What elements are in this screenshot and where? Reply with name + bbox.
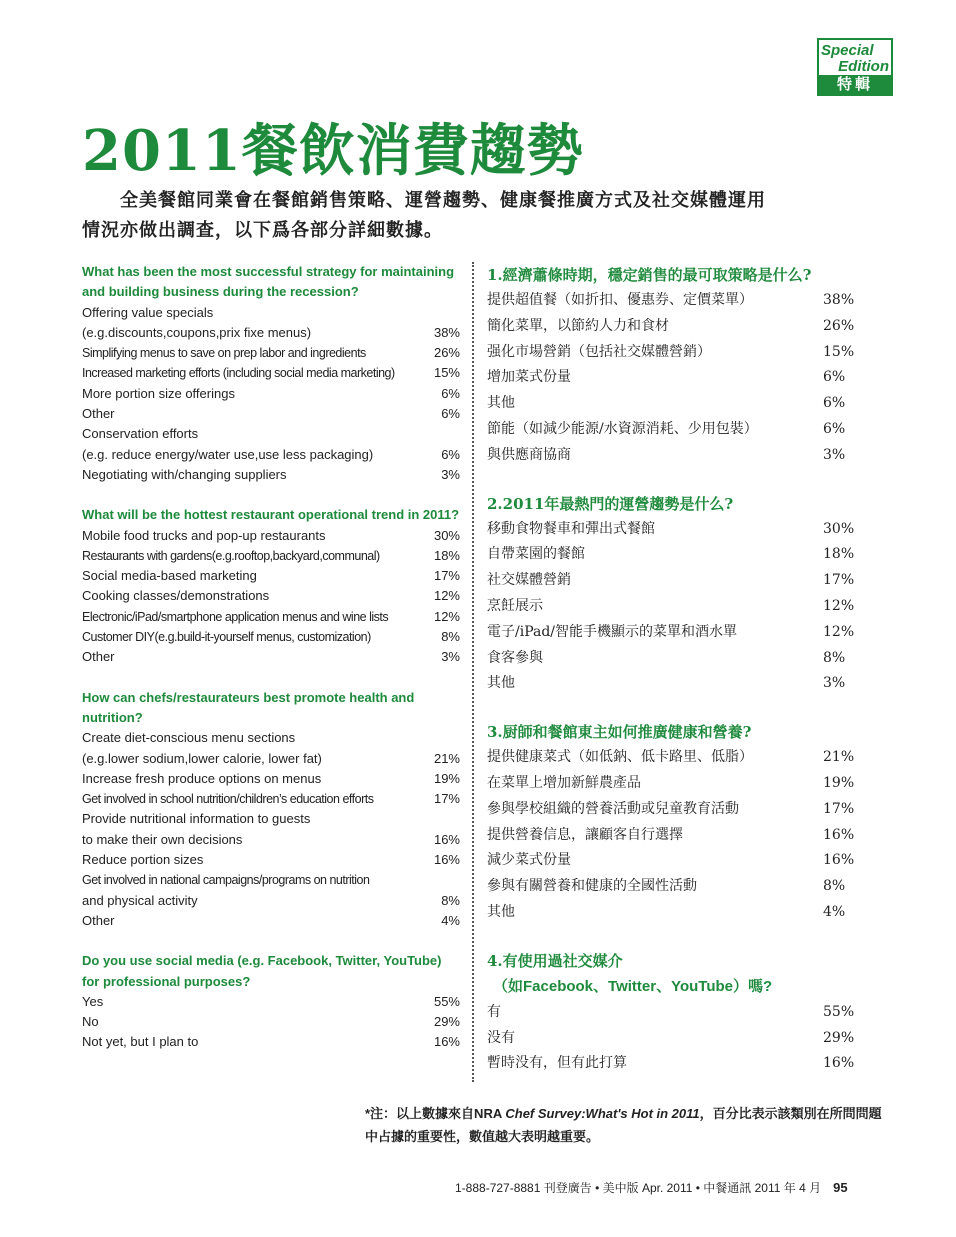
answer-label: and physical activity: [82, 892, 198, 908]
answer-percentage: 8%: [441, 892, 460, 908]
answer-label: Provide nutritional information to guests: [82, 811, 311, 827]
answer-label: Get involved in national campaigns/programs on nutrition: [82, 873, 370, 888]
english-answer-row: [82, 992, 460, 1012]
english-answer-row: [82, 384, 460, 404]
answer-percentage: 38%: [823, 292, 855, 308]
answer-label: Reduce portion sizes: [82, 852, 204, 868]
answer-label: Social media-based marketing: [82, 568, 257, 584]
english-answer-row: [82, 769, 460, 789]
answer-percentage: 19%: [823, 774, 855, 791]
answer-percentage: 12%: [433, 608, 460, 624]
answer-label: 與供應商協商: [487, 446, 571, 463]
english-answer-row: [82, 870, 460, 890]
chinese-answer-row: [487, 288, 853, 314]
answer-percentage: 8%: [823, 649, 846, 666]
english-survey-section: [82, 505, 460, 667]
english-answer-row: [82, 404, 460, 424]
answer-percentage: 12%: [433, 588, 460, 604]
chinese-answer-row: [487, 340, 853, 366]
answer-label: Mobile food trucks and pop-up restaurants: [82, 527, 326, 543]
answer-label: Create diet-conscious menu sections: [82, 730, 296, 746]
english-question: What will be the hottest restaurant operational trend in 2011?: [82, 507, 460, 523]
answer-label: 提供營養信息，讓顧客自行選擇: [487, 826, 683, 843]
answer-label: 烹飪展示: [487, 597, 543, 614]
answer-percentage: 15%: [433, 365, 460, 381]
english-answer-row: [82, 526, 460, 546]
answer-label: 增加菜式份量: [487, 369, 571, 386]
answer-percentage: 3%: [823, 446, 846, 463]
english-answer-row: [82, 363, 460, 383]
answer-label: (e.g.discounts,coupons,prix fixe menus): [82, 324, 312, 340]
english-answer-row: [82, 586, 460, 606]
chinese-answer-row: [487, 542, 853, 568]
answer-percentage: 16%: [823, 1055, 855, 1072]
chinese-question: 4.有使用過社交媒介: [487, 951, 623, 970]
answer-label: 參與學校組織的營養活動或兒童教育活動: [487, 800, 739, 817]
chinese-answer-row: [487, 745, 853, 771]
answer-label: 没有: [487, 1029, 515, 1046]
english-answer-row: [82, 343, 460, 363]
answer-percentage: 6%: [823, 420, 846, 437]
english-answer-row: [82, 424, 460, 444]
page-number: 95: [833, 1180, 848, 1195]
english-answer-row: [82, 566, 460, 586]
english-question: How can chefs/restaurateurs best promote health and nutrition?: [82, 689, 415, 725]
badge-line-chinese: 特輯: [819, 75, 891, 94]
answer-percentage: 17%: [433, 568, 460, 584]
page-title: 2011餐飲消費趨勢: [82, 118, 584, 184]
answer-label: 其他: [487, 395, 515, 412]
english-answer-row: [82, 809, 460, 829]
answer-label: to make their own decisions: [82, 831, 243, 847]
answer-label: 在菜單上增加新鮮農產品: [487, 774, 641, 791]
answer-label: No: [82, 1014, 99, 1030]
english-answer-row: [82, 627, 460, 647]
english-column: [82, 262, 460, 1073]
answer-label: 提供健康菜式（如低鈉、低卡路里、低脂）: [487, 749, 753, 766]
answer-label: Other: [82, 649, 115, 665]
answer-label: Other: [82, 406, 115, 422]
answer-label: Negotiating with/changing suppliers: [82, 466, 287, 482]
answer-label: Increase fresh produce options on menus: [82, 770, 322, 786]
chinese-question-continued: （如Facebook、Twitter、YouTube）嗎?: [493, 977, 773, 995]
answer-label: Get involved in school nutrition/children’s education efforts: [82, 792, 374, 807]
answer-percentage: 8%: [823, 878, 846, 895]
chinese-answer-row: [487, 1051, 853, 1077]
chinese-survey-section: [487, 262, 853, 469]
answer-label: 强化市場營銷（包括社交媒體營銷）: [487, 343, 711, 360]
answer-percentage: 18%: [433, 547, 460, 563]
answer-label: Other: [82, 912, 115, 928]
answer-label: 自帶菜園的餐館: [487, 546, 585, 563]
english-answer-row: [82, 1012, 460, 1032]
note-source: Chef Survey:What's Hot in 2011: [505, 1106, 700, 1121]
english-answer-row: [82, 546, 460, 566]
english-survey-section: [82, 688, 460, 932]
answer-percentage: 17%: [433, 791, 460, 807]
answer-label: Electronic/iPad/smartphone application menus and wine lists: [82, 609, 389, 624]
answer-label: Customer DIY(e.g.build-it-yourself menus, customization): [82, 630, 371, 645]
chinese-answer-row: [487, 443, 853, 469]
answer-label: 節能（如減少能源/水資源消耗、少用包裝）: [487, 420, 758, 437]
answer-label: 參與有關營養和健康的全國性活動: [487, 878, 697, 895]
english-answer-row: [82, 850, 460, 870]
footer-text: 1-888-727-8881 刊登廣告 • 美中版 Apr. 2011 • 中餐通訊 2011 年 4 月: [455, 1181, 822, 1195]
english-question: Do you use social media (e.g. Facebook, Twitter, YouTube) for professional purposes?: [82, 953, 442, 989]
answer-percentage: 16%: [433, 852, 460, 868]
chinese-answer-row: [487, 417, 853, 443]
english-answer-row: [82, 891, 460, 911]
answer-label: Offering value specials: [82, 304, 214, 320]
chinese-answer-row: [487, 823, 853, 849]
answer-percentage: 4%: [441, 912, 460, 928]
answer-percentage: 21%: [433, 750, 460, 766]
special-edition-badge: [817, 38, 893, 96]
chinese-answer-row: [487, 874, 853, 900]
answer-percentage: 16%: [823, 826, 855, 843]
english-answer-row: [82, 749, 460, 769]
english-answer-row: [82, 465, 460, 485]
answer-percentage: 29%: [823, 1029, 855, 1046]
chinese-answer-row: [487, 314, 853, 340]
english-survey-section: [82, 951, 460, 1052]
answer-percentage: 30%: [433, 527, 460, 543]
answer-percentage: 30%: [823, 520, 855, 537]
chinese-question: 3.厨師和餐館東主如何推廣健康和營養?: [487, 723, 752, 742]
answer-label: 提供超值餐（如折扣、優惠券、定價菜單）: [487, 292, 753, 308]
answer-percentage: 26%: [823, 317, 855, 334]
answer-label: (e.g. reduce energy/water use,use less packaging): [82, 446, 374, 462]
answer-percentage: 16%: [433, 1034, 460, 1050]
intro-paragraph: 全美餐館同業會在餐館銷售策略、運營趨勢、健康餐推廣方式及社交媒體運用情況亦做出調查，以下爲各部分詳細數據。: [82, 190, 766, 241]
answer-percentage: 6%: [441, 406, 460, 422]
answer-label: Not yet, but I plan to: [82, 1034, 199, 1050]
source-note: [365, 1102, 885, 1148]
answer-label: (e.g.lower sodium,lower calorie, lower fat): [82, 750, 322, 766]
answer-label: 食客參與: [487, 649, 543, 666]
answer-label: Yes: [82, 993, 104, 1009]
answer-percentage: 6%: [823, 395, 846, 412]
chinese-answer-row: [487, 671, 853, 697]
english-answer-row: [82, 789, 460, 809]
answer-percentage: 16%: [433, 831, 460, 847]
chinese-answer-row: [487, 848, 853, 874]
answer-percentage: 26%: [433, 345, 460, 361]
english-answer-row: [82, 911, 460, 931]
answer-percentage: 6%: [441, 446, 460, 462]
answer-percentage: 17%: [823, 572, 855, 589]
english-answer-row: [82, 445, 460, 465]
answer-label: Increased marketing efforts (including social media marketing): [82, 366, 395, 381]
english-answer-row: [82, 607, 460, 627]
chinese-survey-section: [487, 491, 853, 698]
chinese-answer-row: [487, 391, 853, 417]
chinese-answer-row: [487, 594, 853, 620]
answer-label: Conservation efforts: [82, 426, 199, 442]
answer-percentage: 6%: [823, 369, 846, 386]
english-answer-row: [82, 323, 460, 343]
chinese-answer-row: [487, 646, 853, 672]
answer-percentage: 6%: [441, 385, 460, 401]
chinese-answer-row: [487, 900, 853, 926]
answer-percentage: 16%: [823, 852, 855, 869]
chinese-survey-section: [487, 719, 853, 926]
answer-percentage: 15%: [823, 343, 855, 360]
answer-percentage: 17%: [823, 800, 855, 817]
answer-percentage: 55%: [433, 993, 460, 1009]
answer-percentage: 3%: [441, 466, 460, 482]
chinese-answer-row: [487, 797, 853, 823]
answer-label: 其他: [487, 903, 515, 920]
chinese-survey-section: [487, 948, 853, 1077]
answer-percentage: 38%: [433, 324, 460, 340]
answer-label: 暫時没有，但有此打算: [487, 1055, 627, 1072]
chinese-answer-row: [487, 365, 853, 391]
chinese-answer-row: [487, 568, 853, 594]
answer-percentage: 8%: [441, 629, 460, 645]
answer-percentage: 21%: [823, 749, 855, 766]
answer-percentage: 3%: [823, 675, 846, 692]
answer-percentage: 18%: [823, 546, 855, 563]
column-divider: [472, 262, 474, 1082]
answer-label: Simplifying menus to save on prep labor and ingredients: [82, 346, 366, 361]
note-prefix: *注：以上數據來自NRA: [365, 1106, 506, 1121]
english-answer-row: [82, 1032, 460, 1052]
answer-label: 社交媒體營銷: [487, 572, 571, 589]
chinese-answer-row: [487, 1026, 853, 1052]
english-survey-section: [82, 262, 460, 485]
answer-label: 有: [487, 1003, 501, 1020]
answer-label: 減少菜式份量: [487, 852, 571, 869]
answer-percentage: 55%: [823, 1003, 855, 1020]
english-answer-row: [82, 647, 460, 667]
answer-percentage: 19%: [433, 770, 460, 786]
answer-percentage: 3%: [441, 649, 460, 665]
english-answer-row: [82, 830, 460, 850]
answer-label: 電子/iPad/智能手機顯示的菜單和酒水單: [487, 623, 738, 640]
answer-label: 其他: [487, 675, 515, 692]
answer-percentage: 29%: [433, 1014, 460, 1030]
answer-label: 簡化菜單，以節約人力和食材: [487, 317, 669, 334]
chinese-answer-row: [487, 1000, 853, 1026]
page-footer: [455, 1180, 873, 1196]
chinese-answer-row: [487, 771, 853, 797]
note-suffix: ，百分比表示該類別在所問問題中占據的重要性，數值越大表明越重要。: [365, 1106, 882, 1144]
answer-percentage: 12%: [823, 597, 855, 614]
chinese-column: [487, 262, 853, 1099]
answer-label: Cooking classes/demonstrations: [82, 588, 270, 604]
badge-line-edition: Edition: [838, 58, 889, 75]
answer-label: Restaurants with gardens(e.g.rooftop,backyard,communal): [82, 548, 380, 563]
answer-label: 移動食物餐車和彈出式餐館: [487, 520, 655, 537]
english-question: What has been the most successful strategy for maintaining and building business during the recession?: [82, 264, 455, 300]
answer-percentage: 12%: [823, 623, 855, 640]
english-answer-row: [82, 728, 460, 748]
badge-line-special: Special: [821, 42, 874, 59]
chinese-answer-row: [487, 620, 853, 646]
chinese-question: 2.2011年最熱門的運營趨勢是什么?: [487, 494, 734, 513]
answer-percentage: 4%: [823, 903, 846, 920]
english-answer-row: [82, 303, 460, 323]
chinese-question: 1.經濟蕭條時期，穩定銷售的最可取策略是什么?: [487, 266, 812, 284]
chinese-answer-row: [487, 517, 853, 543]
answer-label: More portion size offerings: [82, 385, 235, 401]
